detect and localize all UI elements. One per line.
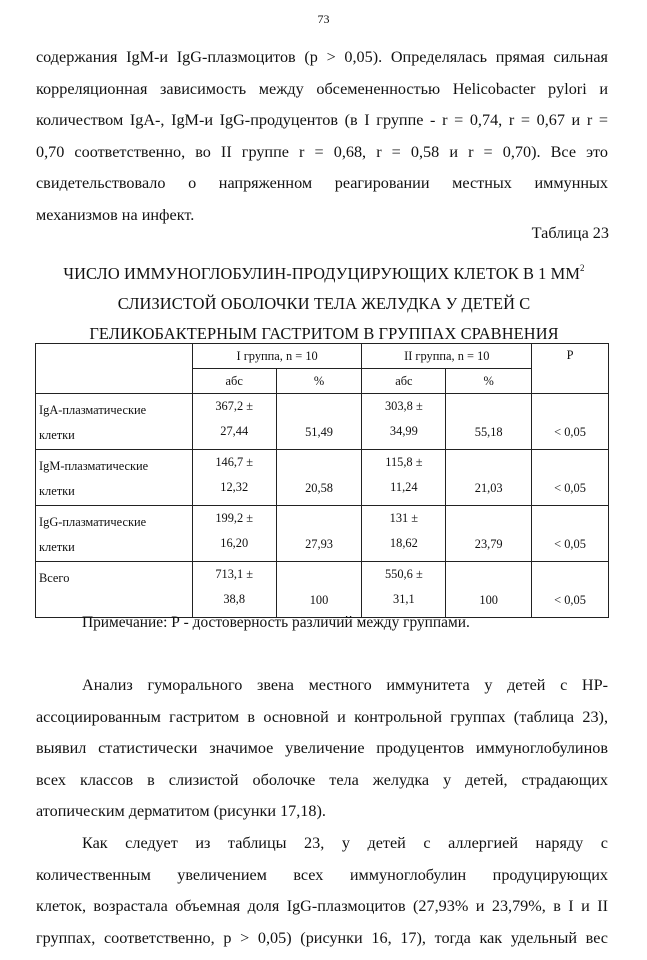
row-name: IgG-плазматические клетки bbox=[36, 506, 193, 562]
table-title-line: ГЕЛИКОБАКТЕРНЫМ ГАСТРИТОМ В ГРУППАХ СРАВНЕНИЯ bbox=[89, 324, 559, 343]
row-name: IgM-плазматические клетки bbox=[36, 450, 193, 506]
immunoglobulin-table bbox=[35, 343, 609, 618]
header-empty bbox=[36, 344, 193, 394]
page-number: 73 bbox=[317, 12, 330, 26]
paragraph-analysis bbox=[36, 670, 608, 828]
g1-pct: 20,58 bbox=[276, 450, 362, 506]
table-title bbox=[20, 253, 628, 349]
g2-abs: 550,6 ± 31,1 bbox=[362, 562, 446, 618]
g1-abs: 199,2 ± 16,20 bbox=[192, 506, 276, 562]
text-line: Как следует из таблицы 23, у детей с аллергией наряду с bbox=[82, 834, 608, 852]
text-line: выявил статистически значимое увеличение продуцентов иммуноглобулинов bbox=[36, 739, 608, 758]
text-line: клеток, возрастала объемная доля IgG-плазмоцитов (27,93% и 23,79%, в I и II bbox=[36, 897, 608, 916]
g2-pct: 21,03 bbox=[446, 450, 532, 506]
header-group-2: II группа, n = 10 bbox=[362, 344, 532, 369]
g1-pct: 51,49 bbox=[276, 394, 362, 450]
g2-pct: 23,79 bbox=[446, 506, 532, 562]
g1-pct: 100 bbox=[276, 562, 362, 618]
text-line: Анализ гуморального звена местного иммунитета у детей с HP- bbox=[82, 676, 608, 694]
header-pct: % bbox=[276, 369, 362, 394]
text-line: механизмов на инфект. bbox=[36, 205, 195, 224]
g1-abs: 367,2 ± 27,44 bbox=[192, 394, 276, 450]
table-title-line: СЛИЗИСТОЙ ОБОЛОЧКИ ТЕЛА ЖЕЛУДКА У ДЕТЕЙ С bbox=[117, 294, 531, 313]
table-title-text: ЧИСЛО ИММУНОГЛОБУЛИН-ПРОДУЦИРУЮЩИХ КЛЕТОК В 1 ММ bbox=[63, 264, 581, 283]
text-line: свидетельствовало о напряженном реагировании местных иммунных bbox=[36, 174, 608, 193]
text-line: корреляционная зависимость между обсемененностью Helicobacter pylori и bbox=[36, 79, 608, 98]
g2-pct: 100 bbox=[446, 562, 532, 618]
text-line: всех классов в слизистой оболочке тела желудка у детей, страдающих bbox=[36, 770, 608, 789]
text-line: содержания IgM-и IgG-плазмоцитов (р > 0,05). Определялась прямая сильная bbox=[36, 48, 608, 66]
p-value: < 0,05 bbox=[532, 394, 609, 450]
header-p: P bbox=[532, 344, 609, 394]
header-pct: % bbox=[446, 369, 532, 394]
text-line: количеством IgA-, IgM-и IgG-продуцентов (в I группе - r = 0,74, r = 0,67 и r = bbox=[36, 111, 608, 130]
text-line: количественным увеличением всех иммуноглобулин продуцирующих bbox=[36, 865, 608, 884]
text-line: атопическим дерматитом (рисунки 17,18). bbox=[36, 802, 326, 821]
g1-abs: 713,1 ± 38,8 bbox=[192, 562, 276, 618]
table-label: Таблица 23 bbox=[531, 224, 609, 242]
p-value: < 0,05 bbox=[532, 450, 609, 506]
row-name: Всего bbox=[36, 562, 193, 618]
p-value: < 0,05 bbox=[532, 562, 609, 618]
g2-pct: 55,18 bbox=[446, 394, 532, 450]
text-line: 0,70 соответственно, во II группе r = 0,68, r = 0,58 и r = 0,70). Все это bbox=[36, 142, 608, 161]
g2-abs: 115,8 ± 11,24 bbox=[362, 450, 446, 506]
text-line: группах, соответственно, р > 0,05) (рисунки 16, 17), тогда как удельный вес bbox=[36, 928, 608, 947]
text-line: ассоциированным гастритом в основной и контрольной группах (таблица 23), bbox=[36, 707, 608, 726]
superscript: 2 bbox=[580, 263, 585, 273]
table-row bbox=[36, 394, 609, 450]
header-group-1: I группа, n = 10 bbox=[192, 344, 362, 369]
table-row bbox=[36, 562, 609, 618]
header-abs: абс bbox=[192, 369, 276, 394]
g2-abs: 131 ± 18,62 bbox=[362, 506, 446, 562]
table-row bbox=[36, 450, 609, 506]
row-name: IgA-плазматические клетки bbox=[36, 394, 193, 450]
g2-abs: 303,8 ± 34,99 bbox=[362, 394, 446, 450]
g1-pct: 27,93 bbox=[276, 506, 362, 562]
p-value: < 0,05 bbox=[532, 506, 609, 562]
paragraph-correlation bbox=[36, 42, 608, 232]
header-abs: абс bbox=[362, 369, 446, 394]
table-title-line bbox=[20, 253, 628, 289]
paragraph-conclusion bbox=[36, 828, 608, 954]
g1-abs: 146,7 ± 12,32 bbox=[192, 450, 276, 506]
table-note: Примечание: Р - достоверность различий между группами. bbox=[82, 614, 470, 631]
table-row bbox=[36, 506, 609, 562]
